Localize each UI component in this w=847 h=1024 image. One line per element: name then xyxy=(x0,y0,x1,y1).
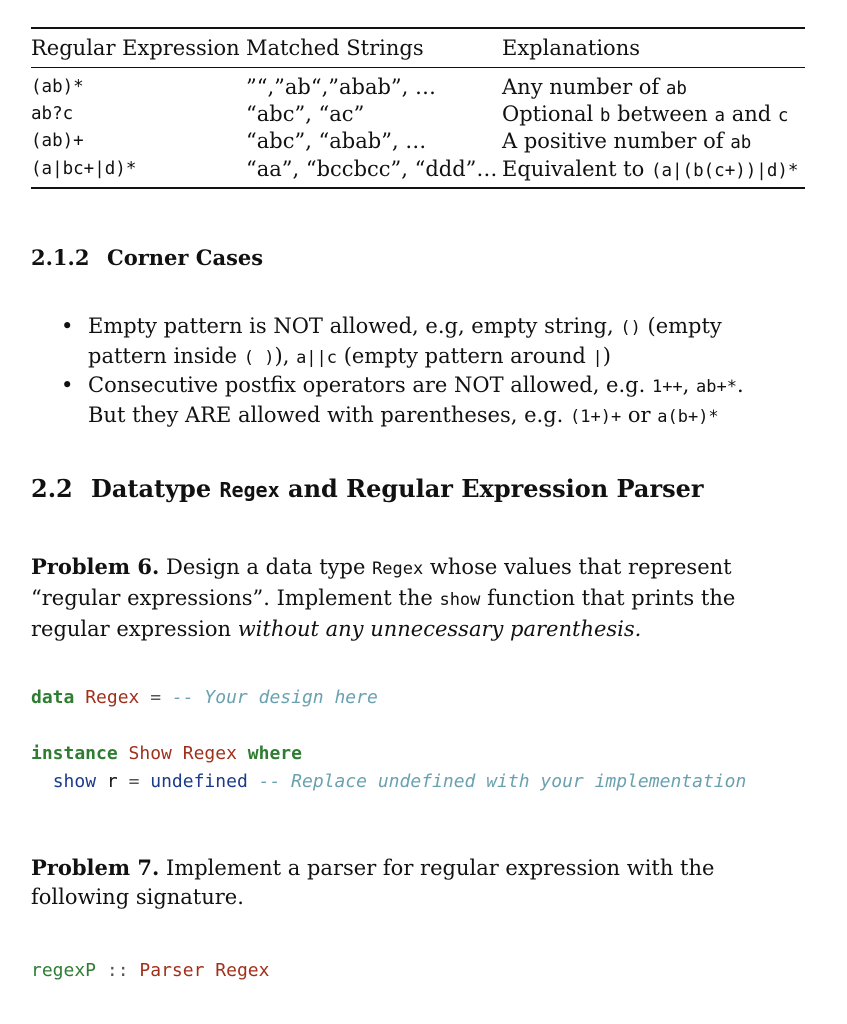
problem-label: Problem 7. xyxy=(31,855,160,880)
header-explanations: Explanations xyxy=(502,36,640,60)
table-row-regex: (ab)* xyxy=(31,77,84,97)
table-row-matched: ”“,”ab“,”abab”, … xyxy=(246,75,437,99)
table-row-regex: (ab)+ xyxy=(31,131,84,151)
code-regexp-signature: regexP :: Parser Regex xyxy=(31,960,270,981)
table-row-explanation: Equivalent to (a|(b(c+))|d)* xyxy=(502,157,799,181)
table-row-matched: “abc”, “ac” xyxy=(246,102,365,126)
table-header-rule xyxy=(31,67,805,68)
section-title: Corner Cases xyxy=(107,245,264,270)
header-regex: Regular Expression xyxy=(31,36,240,60)
table-row-explanation: A positive number of ab xyxy=(502,129,752,153)
table-row-regex: ab?c xyxy=(31,104,74,124)
list-item: • Empty pattern is NOT allowed, e.g, empty string, () (empty pattern inside ( )), a||c (empty pattern around |) xyxy=(61,314,722,368)
bullet-icon: • xyxy=(61,373,74,397)
header-matched: Matched Strings xyxy=(246,36,424,60)
bullet-icon: • xyxy=(61,314,74,338)
section-number: 2.1.2 xyxy=(31,245,90,270)
table-row-matched: “abc”, “abab”, … xyxy=(246,129,427,153)
section-heading-corner-cases xyxy=(31,245,263,270)
problem-6: Problem 6. Design a data type Regex whose values that represent “regular expressions”. Implement the show function that prints the regular expression without any unnecessary parenthesis. xyxy=(31,554,736,641)
table-row-explanation: Any number of ab xyxy=(502,75,687,99)
table-row-explanation: Optional b between a and c xyxy=(502,102,789,126)
table-row-matched: “aa”, “bccbcc”, “ddd”… xyxy=(246,157,498,181)
list-item: • Consecutive postfix operators are NOT allowed, e.g. 1++, ab+*. But they ARE allowed with parentheses, e.g. (1+)+ or a(b+)* xyxy=(61,373,744,427)
problem-label: Problem 6. xyxy=(31,554,160,579)
code-instance-show: instance Show Regex where show r = undefined -- Replace undefined with your implementation xyxy=(31,743,747,792)
table-bottom-rule xyxy=(31,187,805,189)
table-row-regex: (a|bc+|d)* xyxy=(31,159,137,179)
code-data-regex: data Regex = -- Your design here xyxy=(31,687,378,708)
section-heading-datatype: 2.2 Datatype Regex and Regular Expression Parser xyxy=(31,474,704,503)
table-top-rule xyxy=(31,27,805,29)
corner-cases-list xyxy=(61,313,781,431)
problem-7: Problem 7. Implement a parser for regular expression with the following signature. xyxy=(31,855,715,909)
section-number: 2.2 xyxy=(31,474,73,503)
